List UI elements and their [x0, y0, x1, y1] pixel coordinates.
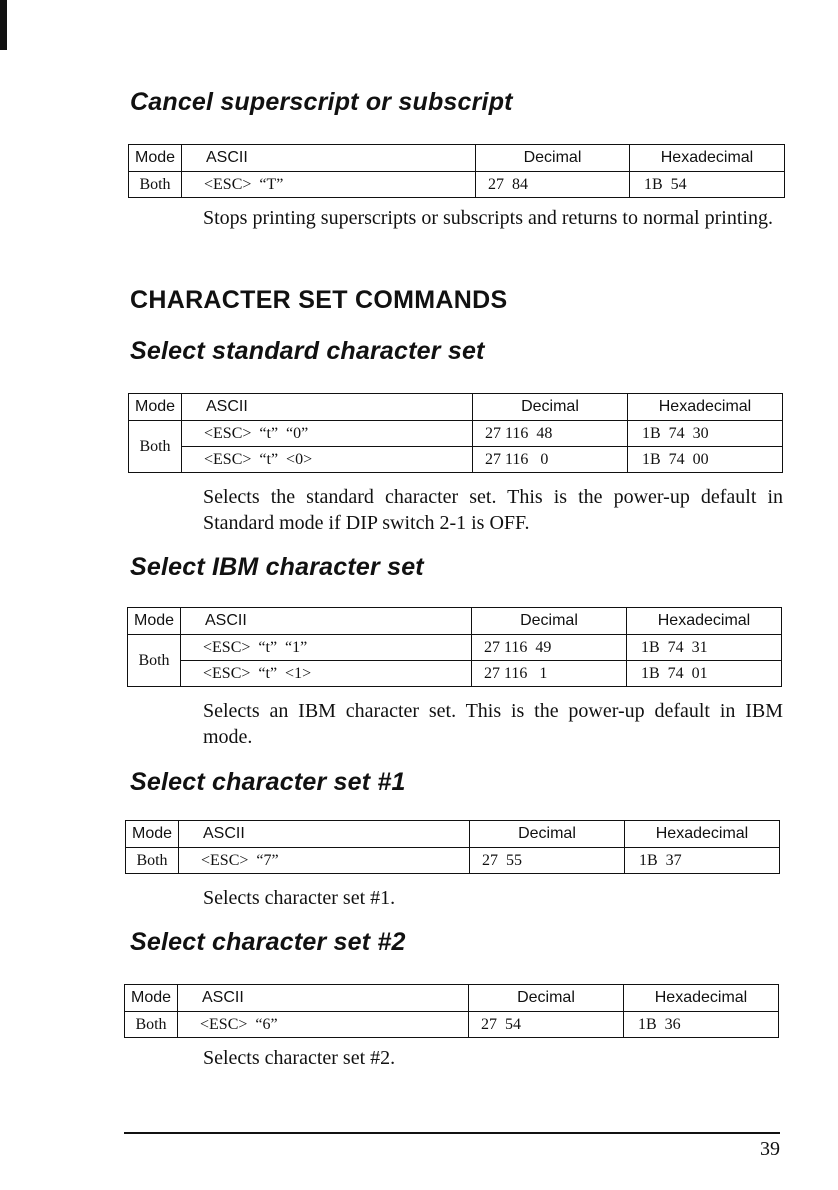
decimal-cell: 27 55 [470, 848, 625, 874]
table-header-row [128, 608, 782, 635]
ascii-cell: <ESC> “7” [179, 848, 470, 874]
hex-cell: 1B 74 30 [628, 421, 783, 447]
header-decimal: Decimal [469, 985, 624, 1012]
ascii-cell: <ESC> “T” [182, 172, 476, 198]
hex-cell: 1B 74 01 [627, 661, 782, 687]
command-table [128, 144, 785, 198]
header-decimal: Decimal [472, 608, 627, 635]
command-description: Selects the standard character set. This is the power-up default in Standard mode if DIP switch 2-1 is OFF. [203, 486, 783, 534]
section-heading: CHARACTER SET COMMANDS [130, 286, 508, 314]
decimal-cell: 27 116 49 [472, 635, 627, 661]
header-ascii: ASCII [178, 985, 469, 1012]
hex-cell: 1B 54 [630, 172, 785, 198]
command-title: Cancel superscript or subscript [130, 88, 513, 116]
header-decimal: Decimal [476, 145, 630, 172]
page-number: 39 [760, 1138, 780, 1160]
command-title: Select character set #2 [130, 928, 406, 956]
ascii-cell: <ESC> “t” <0> [182, 447, 473, 473]
command-title: Select character set #1 [130, 768, 406, 796]
header-mode: Mode [129, 145, 182, 172]
header-hex: Hexadecimal [625, 821, 780, 848]
decimal-cell: 27 116 1 [472, 661, 627, 687]
hex-cell: 1B 74 00 [628, 447, 783, 473]
mode-cell: Both [129, 421, 182, 473]
footer-rule [124, 1132, 780, 1134]
table-header-row [126, 821, 780, 848]
header-ascii: ASCII [181, 608, 472, 635]
mode-cell: Both [125, 1012, 178, 1038]
table-row [129, 447, 783, 473]
header-mode: Mode [126, 821, 179, 848]
command-table [127, 607, 782, 687]
table-row [129, 172, 785, 198]
table-row [126, 848, 780, 874]
command-table [128, 393, 783, 473]
hex-cell: 1B 36 [624, 1012, 779, 1038]
command-description: Stops printing superscripts or subscripts and returns to normal printing. [203, 207, 773, 229]
command-title: Select standard character set [130, 337, 485, 365]
ascii-cell: <ESC> “t” <1> [181, 661, 472, 687]
hex-cell: 1B 37 [625, 848, 780, 874]
decimal-cell: 27 116 0 [473, 447, 628, 473]
table-row [128, 661, 782, 687]
table-row [128, 635, 782, 661]
command-description: Selects character set #2. [203, 1047, 396, 1069]
header-ascii: ASCII [182, 394, 473, 421]
scan-edge-mark [0, 0, 7, 50]
header-hex: Hexadecimal [628, 394, 783, 421]
table-row [125, 1012, 779, 1038]
header-ascii: ASCII [182, 145, 476, 172]
header-ascii: ASCII [179, 821, 470, 848]
table-row [129, 421, 783, 447]
header-mode: Mode [125, 985, 178, 1012]
ascii-cell: <ESC> “6” [178, 1012, 469, 1038]
ascii-cell: <ESC> “t” “1” [181, 635, 472, 661]
header-decimal: Decimal [473, 394, 628, 421]
mode-cell: Both [129, 172, 182, 198]
mode-cell: Both [126, 848, 179, 874]
header-hex: Hexadecimal [624, 985, 779, 1012]
command-title: Select IBM character set [130, 553, 424, 581]
ascii-cell: <ESC> “t” “0” [182, 421, 473, 447]
hex-cell: 1B 74 31 [627, 635, 782, 661]
header-mode: Mode [129, 394, 182, 421]
header-mode: Mode [128, 608, 181, 635]
command-description: Selects an IBM character set. This is the power-up default in IBM mode. [203, 700, 783, 748]
decimal-cell: 27 54 [469, 1012, 624, 1038]
header-decimal: Decimal [470, 821, 625, 848]
decimal-cell: 27 84 [476, 172, 630, 198]
table-header-row [129, 394, 783, 421]
mode-cell: Both [128, 635, 181, 687]
header-hex: Hexadecimal [627, 608, 782, 635]
decimal-cell: 27 116 48 [473, 421, 628, 447]
table-header-row [125, 985, 779, 1012]
header-hex: Hexadecimal [630, 145, 785, 172]
command-description: Selects character set #1. [203, 887, 396, 909]
command-table [124, 984, 779, 1038]
command-table [125, 820, 780, 874]
table-header-row [129, 145, 785, 172]
